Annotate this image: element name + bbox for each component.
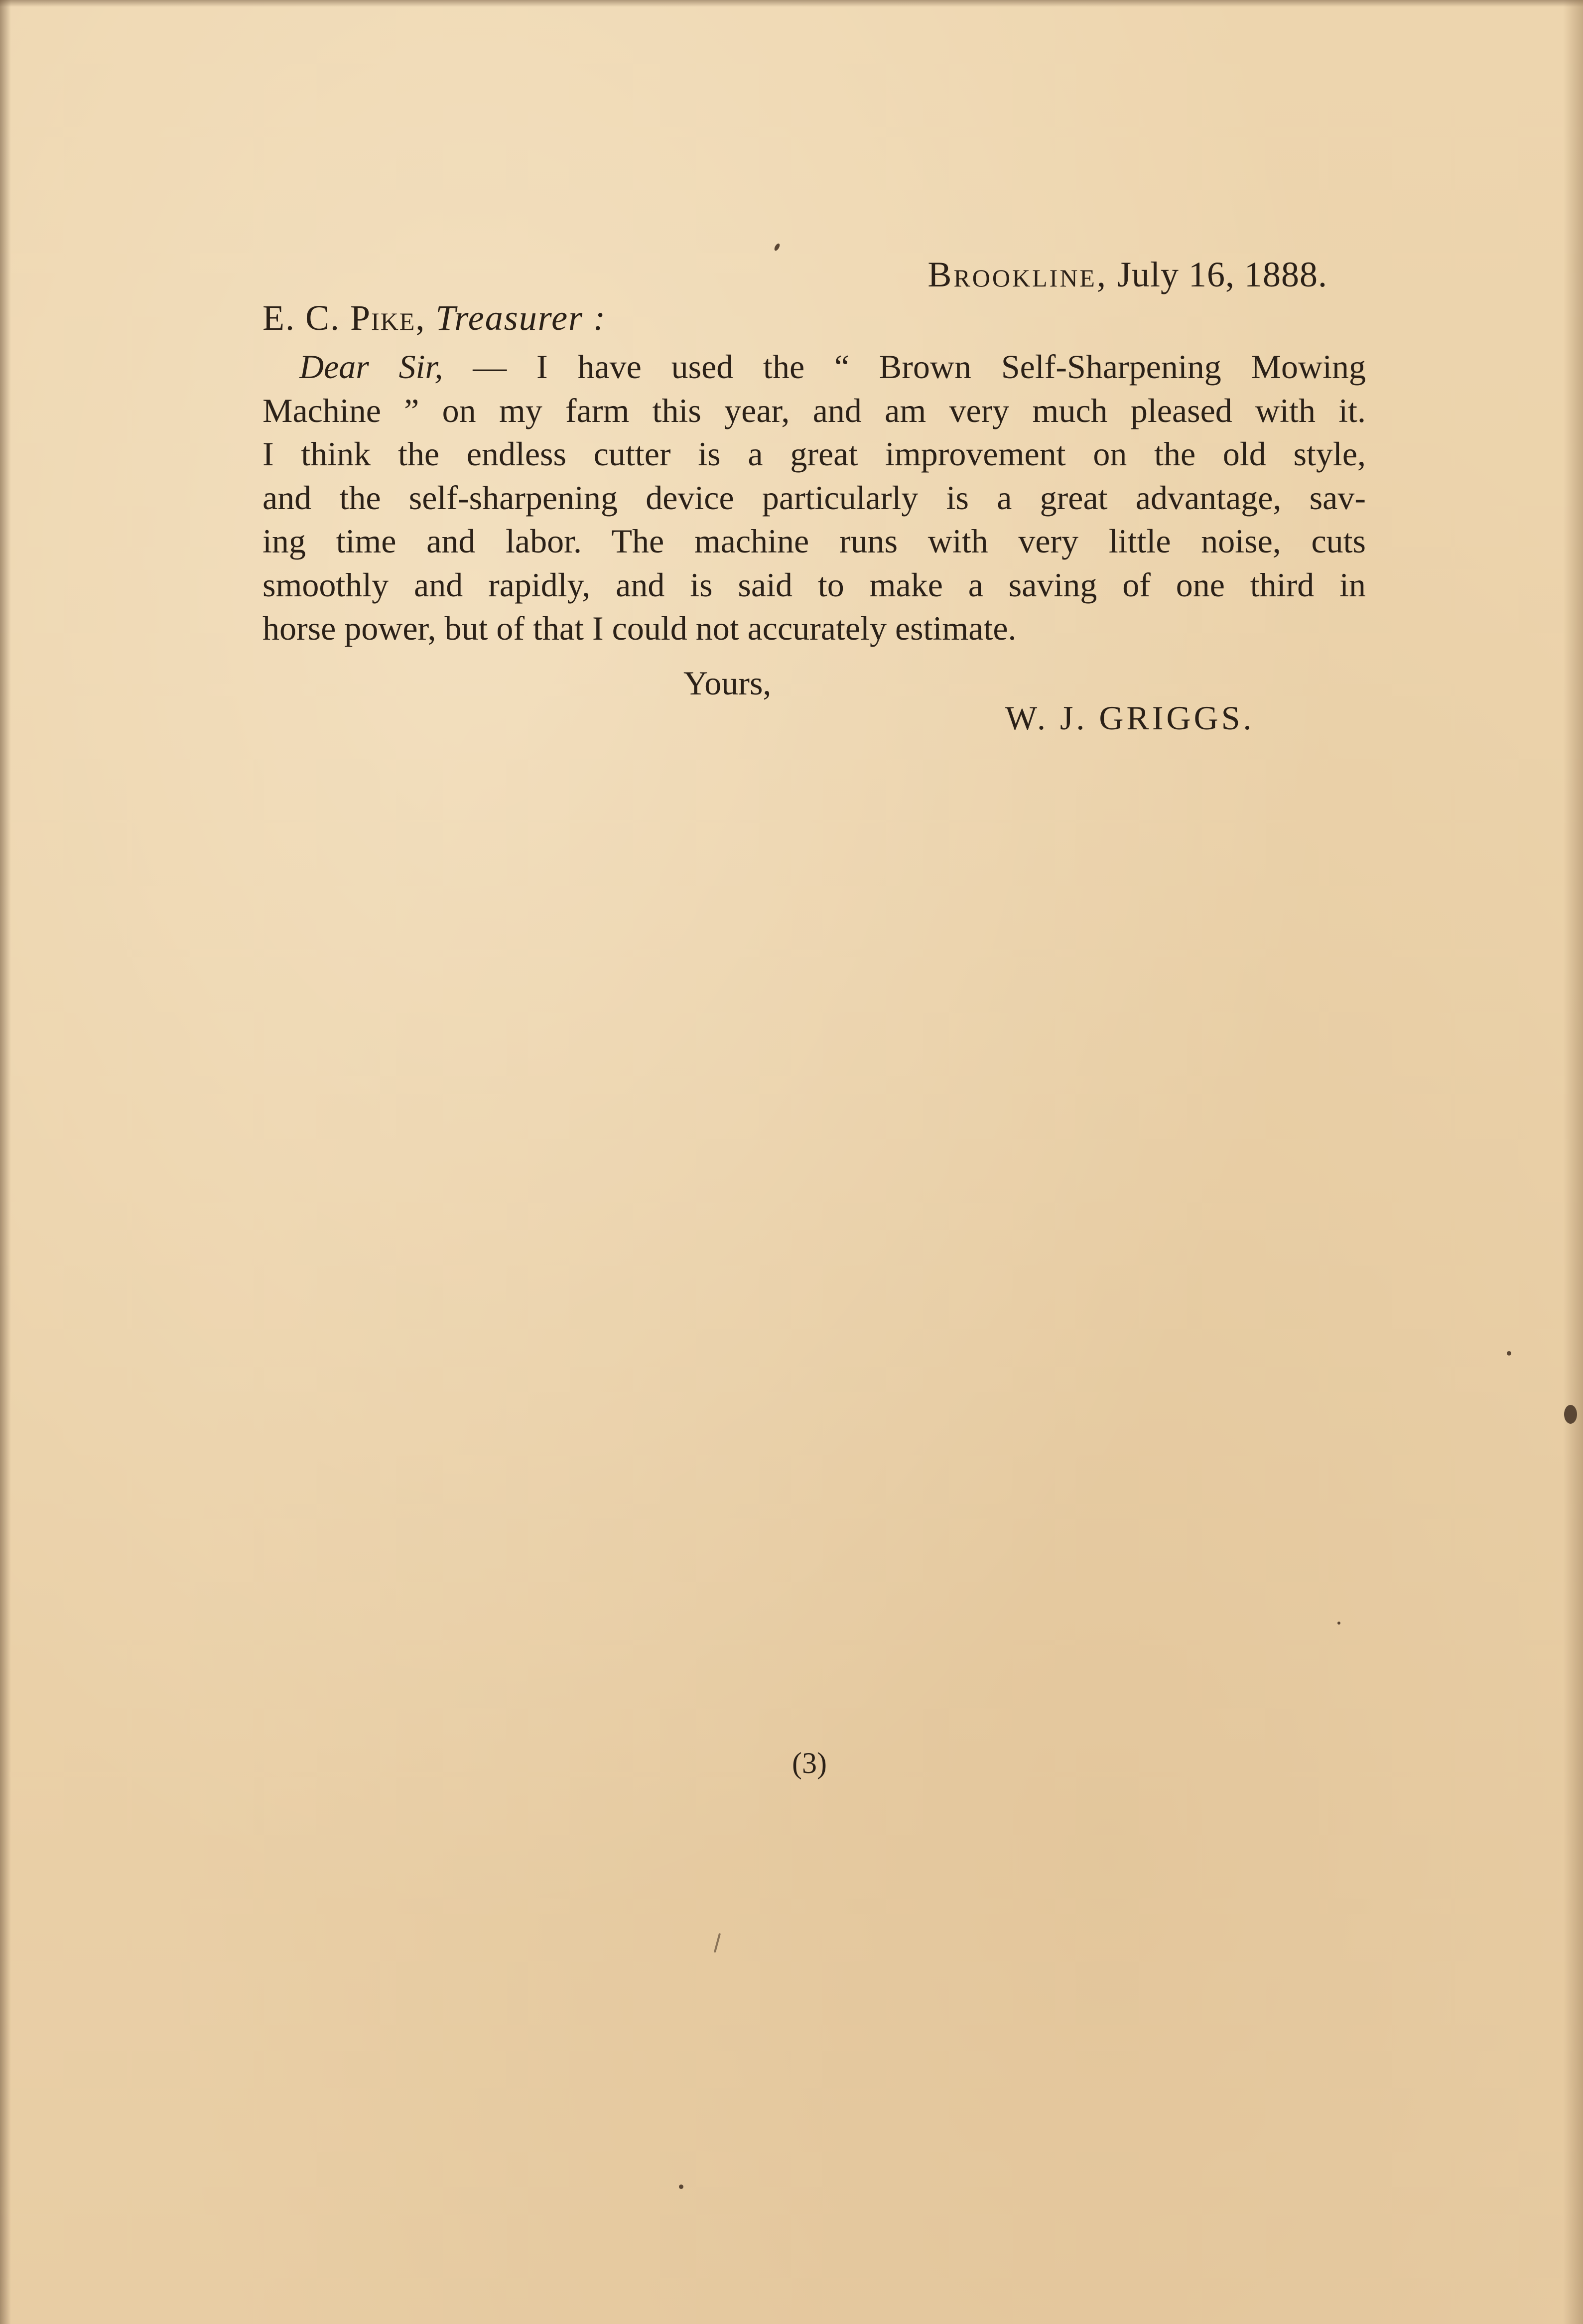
letter-dateline [747,254,1327,295]
letter-body [263,345,1366,651]
paper-speck [1507,1351,1511,1356]
body-line [263,345,1366,389]
page-edge-shadow-right [1563,0,1583,2324]
body-line: Machine ” on my farm this year, and am very much pleased with it. [263,391,1366,429]
paper-speck [1337,1622,1340,1625]
paper-speck [679,2185,683,2189]
letter-greeting: Dear Sir, [299,348,443,386]
letter-recipient [263,297,606,339]
dateline-place: Brookline, [927,255,1108,294]
recipient-name: E. C. Pike, [263,298,426,338]
body-line: and the self-sharpening device particularly is a great advantage, sav- [263,478,1366,517]
body-line: horse power, but of that I could not accurately estimate. [263,609,1017,647]
paper-speck [774,243,781,252]
dateline-date: July 16, 1888. [1117,255,1327,294]
body-line: ing time and labor. The machine runs with very little noise, cuts [263,522,1366,560]
body-line-text: — I have used the “ Brown Self-Sharpening Mowing [473,348,1366,386]
letter-signature: W. J. GRIGGS. [1005,699,1255,737]
page-number: (3) [792,1747,827,1779]
recipient-title: Treasurer : [435,298,607,338]
paper-speck [1564,1405,1577,1424]
letter-closing: Yours, [683,664,772,702]
page-edge-shadow-top [0,0,1583,7]
paper-speck [714,1933,721,1953]
body-line: I think the endless cutter is a great improvement on the old style, [263,435,1366,473]
body-line: smoothly and rapidly, and is said to make a saving of one third in [263,565,1366,604]
page-edge-shadow-left [0,0,11,2324]
